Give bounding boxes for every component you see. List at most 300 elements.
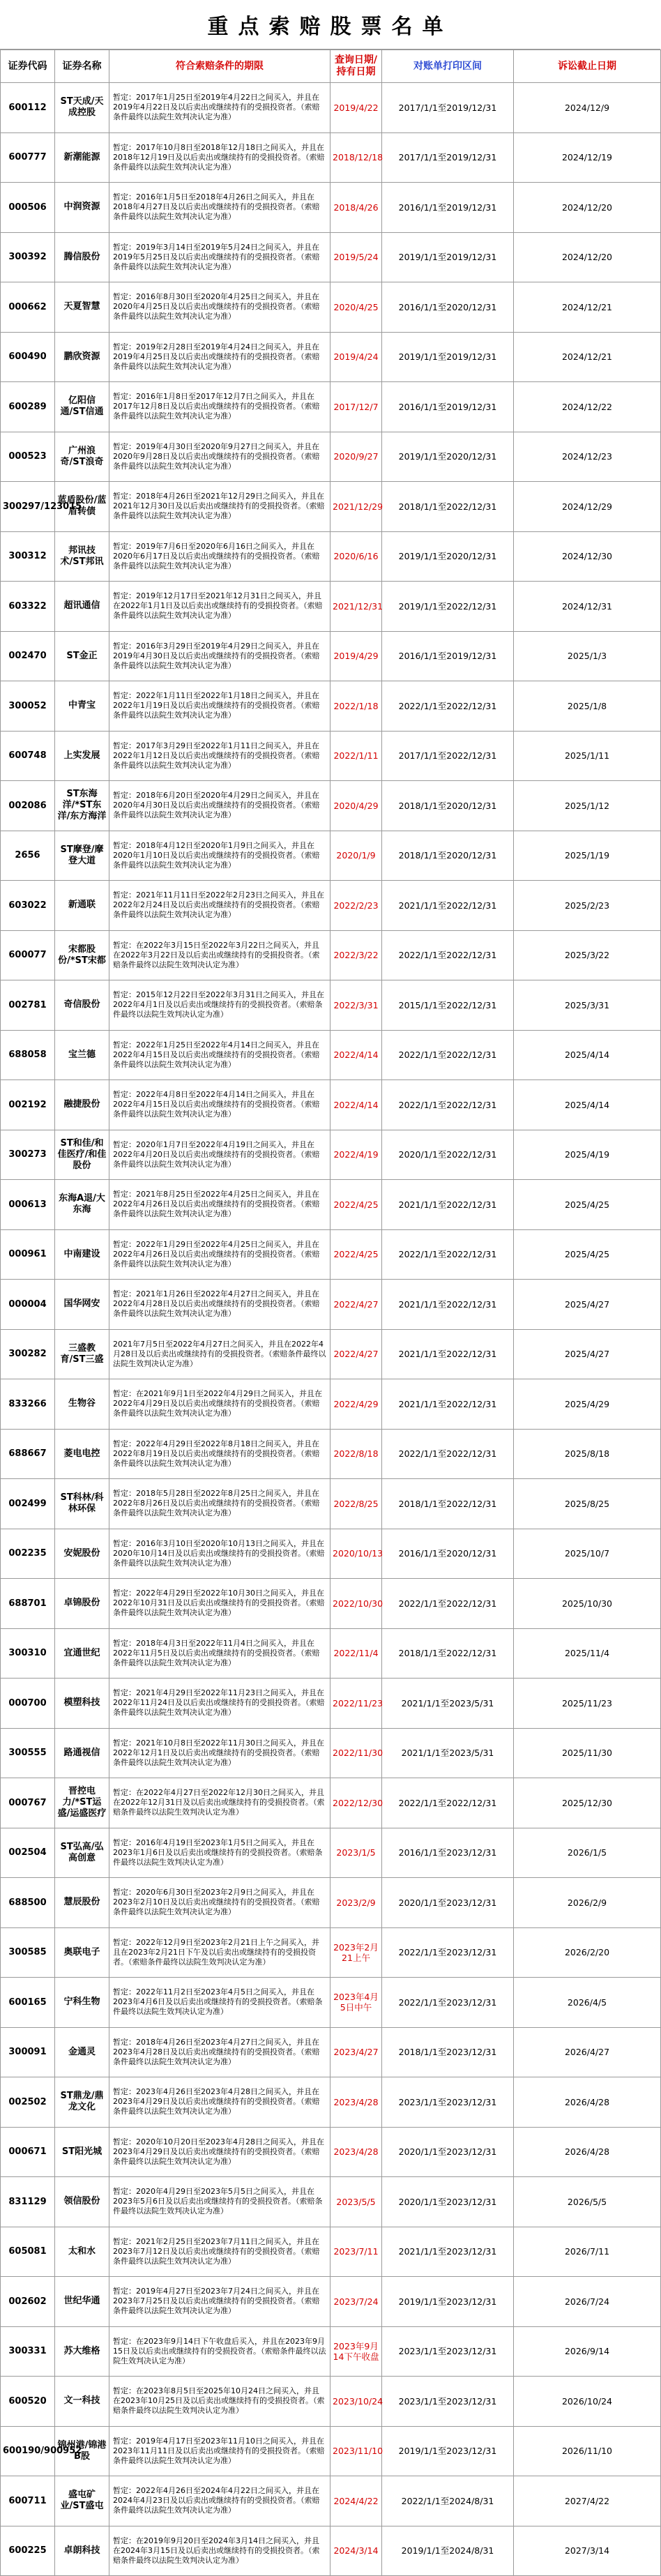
deadline-cell: 2025/8/18 bbox=[514, 1429, 661, 1479]
table-row bbox=[1, 1828, 661, 1878]
statement-range-cell: 2022/1/1至2022/12/31 bbox=[382, 930, 514, 980]
security-code-cell: 300555 bbox=[1, 1728, 55, 1778]
table-row bbox=[1, 1280, 661, 1330]
deadline-cell: 2024/12/21 bbox=[514, 282, 661, 333]
claim-condition-cell: 暂定：2016年8月30日至2020年4月25日之间买入，并且在2020年4月25日及以后卖出或继续持有的受损投资者。（索赔条件最终以法院生效判决认定为准） bbox=[109, 282, 330, 333]
statement-range-cell: 2018/1/1至2022/12/31 bbox=[382, 482, 514, 532]
security-code-cell: 300585 bbox=[1, 1927, 55, 1978]
security-name-cell: 融捷股份 bbox=[55, 1080, 109, 1130]
table-row bbox=[1, 232, 661, 282]
security-code-cell: 300091 bbox=[1, 2027, 55, 2077]
security-name-cell: 世纪华通 bbox=[55, 2277, 109, 2327]
query-date-cell: 2022/4/29 bbox=[330, 1379, 382, 1430]
security-name-cell: 生物谷 bbox=[55, 1379, 109, 1430]
table-row bbox=[1, 2127, 661, 2177]
table-row bbox=[1, 930, 661, 980]
query-date-cell: 2024/4/22 bbox=[330, 2476, 382, 2526]
deadline-cell: 2025/1/11 bbox=[514, 731, 661, 781]
statement-range-cell: 2016/1/1至2020/12/31 bbox=[382, 282, 514, 333]
security-code-cell: 605081 bbox=[1, 2227, 55, 2277]
deadline-cell: 2025/4/25 bbox=[514, 1180, 661, 1230]
claim-condition-cell: 暂定：2020年10月20日至2023年4月28日之间买入，并且在2023年4月29日及以后卖出或继续持有的受损投资者。（索赔条件最终以法院生效判决认定为准） bbox=[109, 2127, 330, 2177]
deadline-cell: 2026/4/28 bbox=[514, 2127, 661, 2177]
query-date-cell: 2022/3/22 bbox=[330, 930, 382, 980]
statement-range-cell: 2018/1/1至2020/12/31 bbox=[382, 781, 514, 831]
security-name-cell: 苏大维格 bbox=[55, 2326, 109, 2377]
statement-range-cell: 2020/1/1至2023/12/31 bbox=[382, 2177, 514, 2227]
deadline-cell: 2025/1/8 bbox=[514, 681, 661, 732]
security-code-cell: 000523 bbox=[1, 432, 55, 482]
statement-range-cell: 2022/1/1至2022/12/31 bbox=[382, 1429, 514, 1479]
statement-range-cell: 2016/1/1至2019/12/31 bbox=[382, 183, 514, 233]
claim-condition-cell: 暂定：在2023年9月14日下午收盘后买入，并且在2023年9月15日及以后卖出或继续持有的受损投资者。（索赔条件最终以法院生效判决认定为准） bbox=[109, 2326, 330, 2377]
security-name-cell: 邦讯技术/ST邦讯 bbox=[55, 531, 109, 582]
query-date-cell: 2022/4/25 bbox=[330, 1229, 382, 1280]
security-code-cell: 600748 bbox=[1, 731, 55, 781]
query-date-cell: 2023年2月21上午 bbox=[330, 1927, 382, 1978]
header-query-date: 查询日期/持有日期 bbox=[330, 50, 382, 83]
security-name-cell: ST和佳/和佳医疗/和佳股份 bbox=[55, 1130, 109, 1180]
table-row bbox=[1, 83, 661, 133]
security-name-cell: 模塑科技 bbox=[55, 1679, 109, 1729]
security-code-cell: 600077 bbox=[1, 930, 55, 980]
page-title: 重点索赔股票名单 bbox=[0, 0, 660, 50]
claim-condition-cell: 暂定：2016年1月5日至2018年4月26日之间买入，并且在2018年4月27日及以后卖出或继续持有的受损投资者。（索赔条件最终以法院生效判决认定为准） bbox=[109, 183, 330, 233]
security-code-cell: 000961 bbox=[1, 1229, 55, 1280]
claim-condition-cell: 暂定：2022年1月29日至2022年4月25日之间买入，并且在2022年4月26日及以后卖出或继续持有的受损投资者。（索赔条件最终以法院生效判决认定为准） bbox=[109, 1229, 330, 1280]
query-date-cell: 2020/10/13 bbox=[330, 1529, 382, 1579]
statement-range-cell: 2019/1/1至2024/8/31 bbox=[382, 2526, 514, 2576]
claim-condition-cell: 暂定：2016年3月29日至2019年4月29日之间买入，并且在2019年4月30日及以后卖出或继续持有的受损投资者。（索赔条件最终以法院生效判决认定为准） bbox=[109, 631, 330, 681]
security-name-cell: 奇信股份 bbox=[55, 980, 109, 1031]
deadline-cell: 2026/9/14 bbox=[514, 2326, 661, 2377]
security-code-cell: 688500 bbox=[1, 1878, 55, 1928]
security-name-cell: 中润资源 bbox=[55, 183, 109, 233]
table-row bbox=[1, 332, 661, 382]
statement-range-cell: 2019/1/1至2019/12/31 bbox=[382, 232, 514, 282]
security-code-cell: 600711 bbox=[1, 2476, 55, 2526]
statement-range-cell: 2018/1/1至2022/12/31 bbox=[382, 1628, 514, 1679]
statement-range-cell: 2021/1/1至2022/12/31 bbox=[382, 1180, 514, 1230]
query-date-cell: 2022/8/25 bbox=[330, 1479, 382, 1529]
security-name-cell: ST金正 bbox=[55, 631, 109, 681]
table-row bbox=[1, 2027, 661, 2077]
table-row bbox=[1, 482, 661, 532]
deadline-cell: 2025/4/14 bbox=[514, 1030, 661, 1080]
query-date-cell: 2021/12/31 bbox=[330, 582, 382, 632]
claim-condition-cell: 暂定：2018年5月28日至2022年8月25日之间买入，并且在2022年8月26日及以后卖出或继续持有的受损投资者。（索赔条件最终以法院生效判决认定为准） bbox=[109, 1479, 330, 1529]
security-code-cell: 000671 bbox=[1, 2127, 55, 2177]
security-code-cell: 300273 bbox=[1, 1130, 55, 1180]
table-row bbox=[1, 1878, 661, 1928]
claim-condition-cell: 暂定：2022年12月9日至2023年2月21日上午之间买入，并且在2023年2月21日下午及以后卖出或继续持有的受损投资者。（索赔条件最终以法院生效判决认定为准） bbox=[109, 1927, 330, 1978]
statement-range-cell: 2022/1/1至2024/8/31 bbox=[382, 2476, 514, 2526]
security-code-cell: 002781 bbox=[1, 980, 55, 1031]
claim-condition-cell: 暂定：2021年4月29日至2022年11月23日之间买入，并且在2022年11月24日及以后卖出或继续持有的受损投资者。（索赔条件最终以法院生效判决认定为准） bbox=[109, 1679, 330, 1729]
claim-condition-cell: 暂定：2018年4月3日至2022年11月4日之间买入，并且在2022年11月5日及以后卖出或继续持有的受损投资者。（索赔条件最终以法院生效判决认定为准） bbox=[109, 1628, 330, 1679]
deadline-cell: 2024/12/29 bbox=[514, 482, 661, 532]
security-code-cell: 000004 bbox=[1, 1280, 55, 1330]
security-code-cell: 002502 bbox=[1, 2077, 55, 2128]
claim-condition-cell: 暂定：在2023年8月5日至2025年10月24日之间买入，并且在2023年10月25日及以后卖出或继续持有的受损投资者。（索赔条件最终以法院生效判决认定为准） bbox=[109, 2377, 330, 2427]
deadline-cell: 2025/4/19 bbox=[514, 1130, 661, 1180]
deadline-cell: 2025/1/12 bbox=[514, 781, 661, 831]
table-row bbox=[1, 382, 661, 432]
security-name-cell: 新通联 bbox=[55, 881, 109, 931]
security-code-cell: 300297/123015 bbox=[1, 482, 55, 532]
deadline-cell: 2026/7/11 bbox=[514, 2227, 661, 2277]
statement-range-cell: 2022/1/1至2022/12/31 bbox=[382, 1778, 514, 1828]
claim-condition-cell: 暂定：2016年3月10日至2020年10月13日之间买入，并且在2020年10月14日及以后卖出或继续持有的受损投资者。（索赔条件最终以法院生效判决认定为准） bbox=[109, 1529, 330, 1579]
deadline-cell: 2026/2/20 bbox=[514, 1927, 661, 1978]
security-name-cell: 领信股份 bbox=[55, 2177, 109, 2227]
security-code-cell: 300331 bbox=[1, 2326, 55, 2377]
security-name-cell: 晋控电力/*ST运盛/运盛医疗 bbox=[55, 1778, 109, 1828]
claim-condition-cell: 暂定：2015年12月22日至2022年3月31日之间买入，并且在2022年4月1日及以后卖出或继续持有的受损投资者。（索赔条件最终以法院生效判决认定为准） bbox=[109, 980, 330, 1031]
security-name-cell: 宁科生物 bbox=[55, 1978, 109, 2028]
claim-condition-cell: 暂定：在2022年3月15日至2022年3月22日之间买入，并且在2022年3月22日及以后卖出或继续持有的受损投资者。（索赔条件最终以法院生效判决认定为准） bbox=[109, 930, 330, 980]
statement-range-cell: 2017/1/1至2019/12/31 bbox=[382, 132, 514, 183]
deadline-cell: 2025/1/19 bbox=[514, 831, 661, 881]
claim-condition-cell: 暂定：在2021年9月1日至2022年4月29日之间买入，并且在2022年4月29日及以后卖出或继续持有的受损投资者。（索赔条件最终以法院生效判决认定为准） bbox=[109, 1379, 330, 1430]
claim-condition-cell: 暂定：2018年6月20日至2020年4月29日之间买入，并且在2020年4月30日及以后卖出或继续持有的受损投资者。（索赔条件最终以法院生效判决认定为准） bbox=[109, 781, 330, 831]
statement-range-cell: 2019/1/1至2023/12/31 bbox=[382, 2277, 514, 2327]
deadline-cell: 2025/1/3 bbox=[514, 631, 661, 681]
security-name-cell: ST东海洋/*ST东洋/东方海洋 bbox=[55, 781, 109, 831]
statement-range-cell: 2021/1/1至2022/12/31 bbox=[382, 1329, 514, 1379]
claim-condition-cell: 暂定：在2022年4月27日至2022年12月30日之间买入，并且在2022年12月31日及以后卖出或继续持有的受损投资者。（索赔条件最终以法院生效判决认定为准） bbox=[109, 1778, 330, 1828]
claim-condition-cell: 暂定：2021年2月25日至2023年7月11日之间买入，并且在2023年7月12日及以后卖出或继续持有的受损投资者。（索赔条件最终以法院生效判决认定为准） bbox=[109, 2227, 330, 2277]
deadline-cell: 2026/4/5 bbox=[514, 1978, 661, 2028]
claim-condition-cell: 暂定：2021年8月25日至2022年4月25日之间买入，并且在2022年4月26日及以后卖出或继续持有的受损投资者。（索赔条件最终以法院生效判决认定为准） bbox=[109, 1180, 330, 1230]
query-date-cell: 2018/12/18 bbox=[330, 132, 382, 183]
security-code-cell: 000613 bbox=[1, 1180, 55, 1230]
security-name-cell: 路通视信 bbox=[55, 1728, 109, 1778]
claim-condition-cell: 暂定：2022年4月8日至2022年4月14日之间买入，并且在2022年4月15日及以后卖出或继续持有的受损投资者。（索赔条件最终以法院生效判决认定为准） bbox=[109, 1080, 330, 1130]
security-code-cell: 600490 bbox=[1, 332, 55, 382]
security-name-cell: ST鼎龙/鼎龙文化 bbox=[55, 2077, 109, 2128]
table-row bbox=[1, 432, 661, 482]
claim-condition-cell: 暂定：2019年4月17日至2023年11月10日之间买入，并且在2023年11月11日及以后卖出或继续持有的受损投资者。（索赔条件最终以法院生效判决认定为准） bbox=[109, 2426, 330, 2476]
statement-range-cell: 2021/1/1至2022/12/31 bbox=[382, 881, 514, 931]
table-row bbox=[1, 1628, 661, 1679]
query-date-cell: 2021/12/29 bbox=[330, 482, 382, 532]
security-name-cell: 盛屯矿业/ST盛屯 bbox=[55, 2476, 109, 2526]
table-row bbox=[1, 2377, 661, 2427]
query-date-cell: 2023/4/28 bbox=[330, 2077, 382, 2128]
table-row bbox=[1, 781, 661, 831]
table-row bbox=[1, 282, 661, 333]
security-code-cell: 688701 bbox=[1, 1579, 55, 1629]
security-name-cell: 太和水 bbox=[55, 2227, 109, 2277]
deadline-cell: 2025/10/7 bbox=[514, 1529, 661, 1579]
deadline-cell: 2026/4/28 bbox=[514, 2077, 661, 2128]
security-code-cell: 600520 bbox=[1, 2377, 55, 2427]
security-name-cell: 超讯通信 bbox=[55, 582, 109, 632]
query-date-cell: 2023年4月5日中午 bbox=[330, 1978, 382, 2028]
claim-condition-cell: 2021年7月5日至2022年4月27日之间买入，并且在2022年4月28日及以后卖出或继续持有的受损投资者。（索赔条件最终以法院生效判决认定为准） bbox=[109, 1329, 330, 1379]
security-code-cell: 002499 bbox=[1, 1479, 55, 1529]
query-date-cell: 2020/4/29 bbox=[330, 781, 382, 831]
security-name-cell: 亿阳信通/ST信通 bbox=[55, 382, 109, 432]
deadline-cell: 2024/12/21 bbox=[514, 332, 661, 382]
deadline-cell: 2024/12/20 bbox=[514, 183, 661, 233]
statement-range-cell: 2022/1/1至2023/12/31 bbox=[382, 1927, 514, 1978]
table-row bbox=[1, 1130, 661, 1180]
deadline-cell: 2025/11/30 bbox=[514, 1728, 661, 1778]
table-row bbox=[1, 1329, 661, 1379]
deadline-cell: 2025/4/29 bbox=[514, 1379, 661, 1430]
security-name-cell: 卓朗科技 bbox=[55, 2526, 109, 2576]
security-code-cell: 000662 bbox=[1, 282, 55, 333]
claim-condition-cell: 暂定：2021年10月8日至2022年11月30日之间买入，并且在2022年12月1日及以后卖出或继续持有的受损投资者。（索赔条件最终以法院生效判决认定为准） bbox=[109, 1728, 330, 1778]
claim-condition-cell: 暂定：2020年1月7日至2022年4月19日之间买入，并且在2022年4月20日及以后卖出或继续持有的受损投资者。（索赔条件最终以法院生效判决认定为准） bbox=[109, 1130, 330, 1180]
deadline-cell: 2026/5/5 bbox=[514, 2177, 661, 2227]
table-row bbox=[1, 1579, 661, 1629]
security-code-cell: 300282 bbox=[1, 1329, 55, 1379]
deadline-cell: 2025/4/27 bbox=[514, 1329, 661, 1379]
claim-condition-cell: 暂定：2017年3月29日至2022年1月11日之间买入，并且在2022年1月12日及以后卖出或继续持有的受损投资者。（索赔条件最终以法院生效判决认定为准） bbox=[109, 731, 330, 781]
table-row bbox=[1, 2177, 661, 2227]
table-row bbox=[1, 1679, 661, 1729]
query-date-cell: 2023/1/5 bbox=[330, 1828, 382, 1878]
query-date-cell: 2023/4/28 bbox=[330, 2127, 382, 2177]
table-row bbox=[1, 2526, 661, 2576]
security-code-cell: 002235 bbox=[1, 1529, 55, 1579]
claim-condition-cell: 暂定：2022年4月26日至2024年4月22日之间买入，并且在2024年4月23日及以后卖出或继续持有的受损投资者。（索赔条件最终以法院生效判决认定为准） bbox=[109, 2476, 330, 2526]
claim-condition-cell: 暂定：2019年4月27日至2023年7月24日之间买入，并且在2023年7月25日及以后卖出或继续持有的受损投资者。（索赔条件最终以法院生效判决认定为准） bbox=[109, 2277, 330, 2327]
security-code-cell: 300392 bbox=[1, 232, 55, 282]
statement-range-cell: 2023/1/1至2023/12/31 bbox=[382, 2077, 514, 2128]
security-code-cell: 600165 bbox=[1, 1978, 55, 2028]
query-date-cell: 2022/4/14 bbox=[330, 1080, 382, 1130]
statement-range-cell: 2017/1/1至2022/12/31 bbox=[382, 731, 514, 781]
security-name-cell: 宋都股份/*ST宋都 bbox=[55, 930, 109, 980]
statement-range-cell: 2022/1/1至2022/12/31 bbox=[382, 1579, 514, 1629]
statement-range-cell: 2022/1/1至2022/12/31 bbox=[382, 1030, 514, 1080]
claim-condition-cell: 暂定：2018年4月26日至2021年12月29日之间买入，并且在2021年12月30日及以后卖出或继续持有的受损投资者。（索赔条件最终以法院生效判决认定为准） bbox=[109, 482, 330, 532]
security-name-cell: 天夏智慧 bbox=[55, 282, 109, 333]
query-date-cell: 2020/4/25 bbox=[330, 282, 382, 333]
deadline-cell: 2024/12/22 bbox=[514, 382, 661, 432]
deadline-cell: 2027/4/22 bbox=[514, 2476, 661, 2526]
header-deadline: 诉讼截止日期 bbox=[514, 50, 661, 83]
deadline-cell: 2026/7/24 bbox=[514, 2277, 661, 2327]
security-code-cell: 833266 bbox=[1, 1379, 55, 1430]
claim-condition-cell: 暂定：2019年12月17日至2021年12月31日之间买入，并且在2022年1月1日及以后卖出或继续持有的受损投资者。（索赔条件最终以法院生效判决认定为准） bbox=[109, 582, 330, 632]
statement-range-cell: 2016/1/1至2019/12/31 bbox=[382, 631, 514, 681]
table-row bbox=[1, 183, 661, 233]
statement-range-cell: 2019/1/1至2020/12/31 bbox=[382, 531, 514, 582]
table-row bbox=[1, 2426, 661, 2476]
security-code-cell: 600777 bbox=[1, 132, 55, 183]
table-row bbox=[1, 1778, 661, 1828]
security-name-cell: 安妮股份 bbox=[55, 1529, 109, 1579]
stock-table bbox=[0, 50, 661, 2576]
deadline-cell: 2027/3/14 bbox=[514, 2526, 661, 2576]
security-name-cell: 上实发展 bbox=[55, 731, 109, 781]
table-row bbox=[1, 831, 661, 881]
security-name-cell: ST天成/天成控股 bbox=[55, 83, 109, 133]
security-code-cell: 600225 bbox=[1, 2526, 55, 2576]
claim-condition-cell: 暂定：2022年4月29日至2022年8月18日之间买入，并且在2022年8月19日及以后卖出或继续持有的受损投资者。（索赔条件最终以法院生效判决认定为准） bbox=[109, 1429, 330, 1479]
query-date-cell: 2022/4/14 bbox=[330, 1030, 382, 1080]
statement-range-cell: 2023/1/1至2023/12/31 bbox=[382, 2326, 514, 2377]
claim-condition-cell: 暂定：2018年4月26日至2023年4月27日之间买入，并且在2023年4月28日及以后卖出或继续持有的受损投资者。（索赔条件最终以法院生效判决认定为准） bbox=[109, 2027, 330, 2077]
security-code-cell: 300310 bbox=[1, 1628, 55, 1679]
claim-condition-cell: 暂定：2019年3月14日至2019年5月24日之间买入，并且在2019年5月25日及以后卖出或继续持有的受损投资者。（索赔条件最终以法院生效判决认定为准） bbox=[109, 232, 330, 282]
table-row bbox=[1, 1529, 661, 1579]
statement-range-cell: 2019/1/1至2020/12/31 bbox=[382, 432, 514, 482]
security-code-cell: 002470 bbox=[1, 631, 55, 681]
security-name-cell: 鹏欣资源 bbox=[55, 332, 109, 382]
security-code-cell: 000700 bbox=[1, 1679, 55, 1729]
query-date-cell: 2022/2/23 bbox=[330, 881, 382, 931]
table-row bbox=[1, 1180, 661, 1230]
statement-range-cell: 2021/1/1至2023/5/31 bbox=[382, 1728, 514, 1778]
claim-condition-cell: 暂定：2019年7月6日至2020年6月16日之间买入，并且在2020年6月17日及以后卖出或继续持有的受损投资者。（索赔条件最终以法院生效判决认定为准） bbox=[109, 531, 330, 582]
claim-condition-cell: 暂定：2021年1月26日至2022年4月27日之间买入，并且在2022年4月28日及以后卖出或继续持有的受损投资者。（索赔条件最终以法院生效判决认定为准） bbox=[109, 1280, 330, 1330]
deadline-cell: 2026/10/24 bbox=[514, 2377, 661, 2427]
query-date-cell: 2023年9月14下午收盘 bbox=[330, 2326, 382, 2377]
query-date-cell: 2022/1/18 bbox=[330, 681, 382, 732]
deadline-cell: 2025/4/27 bbox=[514, 1280, 661, 1330]
security-code-cell: 600112 bbox=[1, 83, 55, 133]
claim-condition-cell: 暂定：2016年4月19日至2023年1月5日之间买入，并且在2023年1月6日及以后卖出或继续持有的受损投资者。（索赔条件最终以法院生效判决认定为准） bbox=[109, 1828, 330, 1878]
query-date-cell: 2022/12/30 bbox=[330, 1778, 382, 1828]
deadline-cell: 2025/3/31 bbox=[514, 980, 661, 1031]
header-name: 证券名称 bbox=[55, 50, 109, 83]
claim-condition-cell: 暂定：2022年4月29日至2022年10月30日之间买入，并且在2022年10月31日及以后卖出或继续持有的受损投资者。（索赔条件最终以法院生效判决认定为准） bbox=[109, 1579, 330, 1629]
header-statement-range: 对账单打印区间 bbox=[382, 50, 514, 83]
deadline-cell: 2025/8/25 bbox=[514, 1479, 661, 1529]
query-date-cell: 2022/8/18 bbox=[330, 1429, 382, 1479]
table-row bbox=[1, 980, 661, 1031]
security-code-cell: 002602 bbox=[1, 2277, 55, 2327]
table-row bbox=[1, 1978, 661, 2028]
statement-range-cell: 2018/1/1至2022/12/31 bbox=[382, 1479, 514, 1529]
claim-condition-cell: 暂定：在2019年9月20日至2024年3月14日之间买入，并且在2024年3月15日及以后卖出或继续持有的受损投资者。（索赔条件最终以法院生效判决认定为准） bbox=[109, 2526, 330, 2576]
security-code-cell: 603022 bbox=[1, 881, 55, 931]
security-code-cell: 600190/900952 bbox=[1, 2426, 55, 2476]
statement-range-cell: 2019/1/1至2019/12/31 bbox=[382, 332, 514, 382]
table-row bbox=[1, 2476, 661, 2526]
security-name-cell: 广州浪奇/ST浪奇 bbox=[55, 432, 109, 482]
query-date-cell: 2017/12/7 bbox=[330, 382, 382, 432]
security-code-cell: 603322 bbox=[1, 582, 55, 632]
statement-range-cell: 2016/1/1至2019/12/31 bbox=[382, 382, 514, 432]
deadline-cell: 2026/1/5 bbox=[514, 1828, 661, 1878]
security-name-cell: 锦州港/锦港B股 bbox=[55, 2426, 109, 2476]
statement-range-cell: 2023/1/1至2023/12/31 bbox=[382, 2377, 514, 2427]
deadline-cell: 2026/11/10 bbox=[514, 2426, 661, 2476]
security-name-cell: 东海A退/大东海 bbox=[55, 1180, 109, 1230]
query-date-cell: 2022/1/11 bbox=[330, 731, 382, 781]
claim-condition-cell: 暂定：2018年4月12日至2020年1月9日之间买入，并且在2020年1月10日及以后卖出或继续持有的受损投资者。（索赔条件最终以法院生效判决认定为准） bbox=[109, 831, 330, 881]
statement-range-cell: 2020/1/1至2023/12/31 bbox=[382, 1878, 514, 1928]
table-row bbox=[1, 1030, 661, 1080]
table-row bbox=[1, 881, 661, 931]
table-row bbox=[1, 2326, 661, 2377]
claim-condition-cell: 暂定：2019年2月28日至2019年4月24日之间买入，并且在2019年4月25日及以后卖出或继续持有的受损投资者。（索赔条件最终以法院生效判决认定为准） bbox=[109, 332, 330, 382]
query-date-cell: 2018/4/26 bbox=[330, 183, 382, 233]
query-date-cell: 2020/1/9 bbox=[330, 831, 382, 881]
security-name-cell: 宜通世纪 bbox=[55, 1628, 109, 1679]
table-row bbox=[1, 1728, 661, 1778]
security-name-cell: 奥联电子 bbox=[55, 1927, 109, 1978]
claim-condition-cell: 暂定：2022年11月2日至2023年4月5日之间买入，并且在2023年4月6日及以后卖出或继续持有的受损投资者。（索赔条件最终以法院生效判决认定为准） bbox=[109, 1978, 330, 2028]
statement-range-cell: 2017/1/1至2019/12/31 bbox=[382, 83, 514, 133]
statement-range-cell: 2022/1/1至2022/12/31 bbox=[382, 1229, 514, 1280]
security-code-cell: 600289 bbox=[1, 382, 55, 432]
deadline-cell: 2024/12/20 bbox=[514, 232, 661, 282]
claim-condition-cell: 暂定：2021年11月11日至2022年2月23日之间买入，并且在2022年2月24日及以后卖出或继续持有的受损投资者。（索赔条件最终以法院生效判决认定为准） bbox=[109, 881, 330, 931]
security-code-cell: 000506 bbox=[1, 183, 55, 233]
deadline-cell: 2024/12/31 bbox=[514, 582, 661, 632]
security-name-cell: 腾信股份 bbox=[55, 232, 109, 282]
deadline-cell: 2026/4/27 bbox=[514, 2027, 661, 2077]
table-row bbox=[1, 531, 661, 582]
table-row bbox=[1, 582, 661, 632]
query-date-cell: 2019/4/29 bbox=[330, 631, 382, 681]
security-name-cell: 新潮能源 bbox=[55, 132, 109, 183]
security-code-cell: 300312 bbox=[1, 531, 55, 582]
query-date-cell: 2023/5/5 bbox=[330, 2177, 382, 2227]
query-date-cell: 2023/4/27 bbox=[330, 2027, 382, 2077]
query-date-cell: 2023/2/9 bbox=[330, 1878, 382, 1928]
table-row bbox=[1, 631, 661, 681]
statement-range-cell: 2022/1/1至2022/12/31 bbox=[382, 1080, 514, 1130]
security-code-cell: 831129 bbox=[1, 2177, 55, 2227]
security-code-cell: 2656 bbox=[1, 831, 55, 881]
statement-range-cell: 2019/1/1至2022/12/31 bbox=[382, 582, 514, 632]
claim-condition-cell: 暂定：2016年1月8日至2017年12月7日之间买入，并且在2017年12月8日及以后卖出或继续持有的受损投资者。（索赔条件最终以法院生效判决认定为准） bbox=[109, 382, 330, 432]
table-row bbox=[1, 2077, 661, 2128]
security-name-cell: ST科林/科林环保 bbox=[55, 1479, 109, 1529]
deadline-cell: 2024/12/9 bbox=[514, 83, 661, 133]
claim-condition-cell: 暂定：2022年1月25日至2022年4月14日之间买入，并且在2022年4月15日及以后卖出或继续持有的受损投资者。（索赔条件最终以法院生效判决认定为准） bbox=[109, 1030, 330, 1080]
security-name-cell: 三盛教育/ST三盛 bbox=[55, 1329, 109, 1379]
security-code-cell: 300052 bbox=[1, 681, 55, 732]
statement-range-cell: 2018/1/1至2023/12/31 bbox=[382, 2027, 514, 2077]
security-name-cell: 文一科技 bbox=[55, 2377, 109, 2427]
security-name-cell: 宝兰德 bbox=[55, 1030, 109, 1080]
table-row bbox=[1, 2277, 661, 2327]
table-row bbox=[1, 1379, 661, 1430]
statement-range-cell: 2021/1/1至2022/12/31 bbox=[382, 1280, 514, 1330]
table-row bbox=[1, 1080, 661, 1130]
security-name-cell: ST弘高/弘高创意 bbox=[55, 1828, 109, 1878]
statement-range-cell: 2016/1/1至2023/12/31 bbox=[382, 1828, 514, 1878]
security-name-cell: 蓝盾股份/蓝盾转债 bbox=[55, 482, 109, 532]
security-name-cell: ST摩登/摩登大道 bbox=[55, 831, 109, 881]
query-date-cell: 2020/9/27 bbox=[330, 432, 382, 482]
claim-condition-cell: 暂定：2023年4月26日至2023年4月28日之间买入，并且在2023年4月29日及以后卖出或继续持有的受损投资者。（索赔条件最终以法院生效判决认定为准） bbox=[109, 2077, 330, 2128]
security-name-cell: 国华网安 bbox=[55, 1280, 109, 1330]
statement-range-cell: 2021/1/1至2023/5/31 bbox=[382, 1679, 514, 1729]
query-date-cell: 2022/11/30 bbox=[330, 1728, 382, 1778]
query-date-cell: 2023/10/24 bbox=[330, 2377, 382, 2427]
query-date-cell: 2022/4/27 bbox=[330, 1280, 382, 1330]
query-date-cell: 2022/4/19 bbox=[330, 1130, 382, 1180]
header-condition: 符合索赔条件的期限 bbox=[109, 50, 330, 83]
table-row bbox=[1, 2227, 661, 2277]
table-row bbox=[1, 731, 661, 781]
statement-range-cell: 2016/1/1至2020/12/31 bbox=[382, 1529, 514, 1579]
query-date-cell: 2022/4/25 bbox=[330, 1180, 382, 1230]
deadline-cell: 2025/4/14 bbox=[514, 1080, 661, 1130]
deadline-cell: 2024/12/23 bbox=[514, 432, 661, 482]
